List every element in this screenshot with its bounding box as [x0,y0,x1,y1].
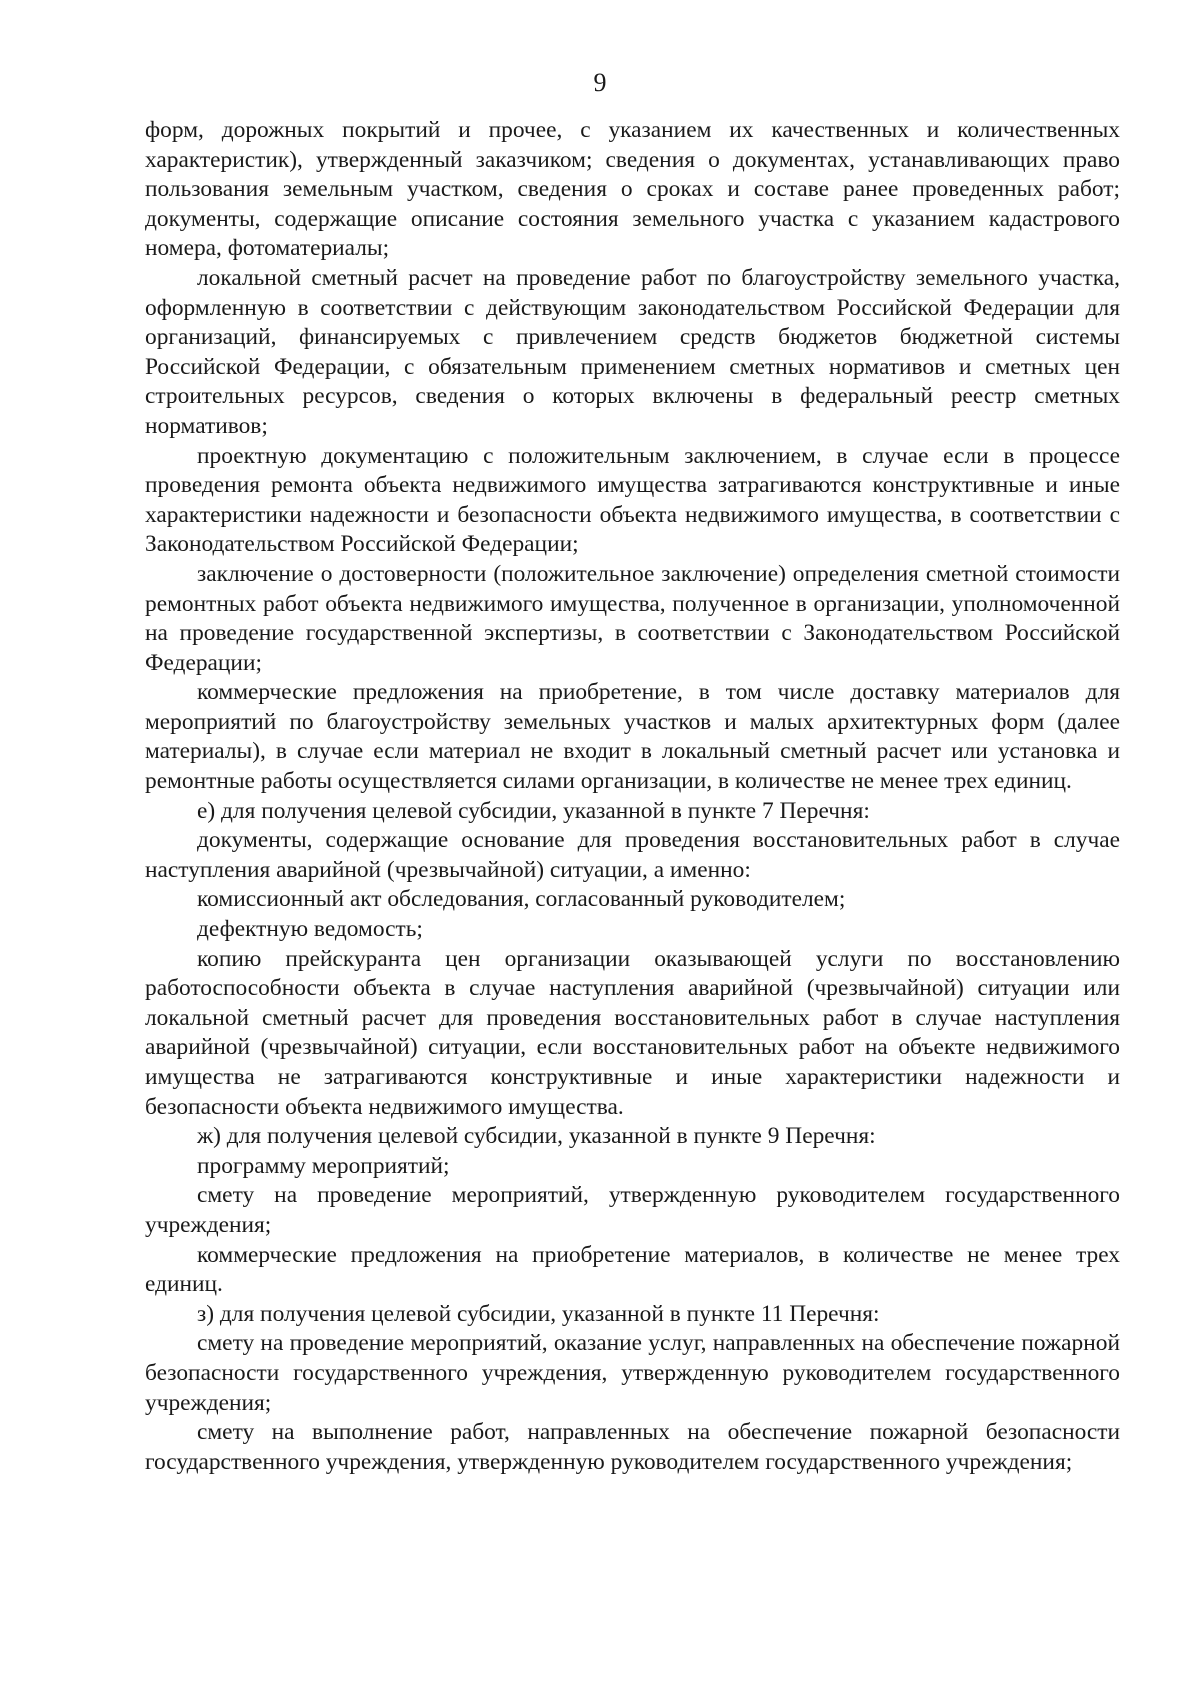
paragraph-fire-safety-works: смету на выполнение работ, направленных на обеспечение пожарной безопасности государственного учреждения, утвержденную руководителем государственного учреждения; [145,1419,1120,1475]
document-body [145,116,1120,1477]
paragraph-events-estimate: смету на проведение мероприятий, утвержденную руководителем государственного учреждения; [145,1182,1120,1238]
paragraph-defect-statement: дефектную ведомость; [197,916,423,943]
paragraph-continuation: форм, дорожных покрытий и прочее, с указанием их качественных и количественных характеристик), утвержденный заказчиком; сведения о документах, устанавливающих право пользования земельным участком, сведения о сроках и составе ранее проведенных работ; документы, содержащие описание состояния земельного участка с указанием кадастрового номера, фотоматериалы; [145,117,1120,262]
paragraph-fire-safety-services: смету на проведение мероприятий, оказание услуг, направленных на обеспечение пожарной безопасности государственного учреждения, утвержденную руководителем государственного учреждения; [145,1330,1120,1416]
paragraph-item-zh: ж) для получения целевой субсидии, указанной в пункте 9 Перечня: [197,1123,876,1150]
paragraph-local-estimate: локальной сметный расчет на проведение работ по благоустройству земельного участка, оформленную в соответствии с действующим законодательством Российской Федерации для организаций, финансируемых с привлечением средств бюджетов бюджетной системы Российской Федерации, с обязательным применением сметных нормативов и сметных цен строительных ресурсов, сведения о которых включены в федеральный реестр сметных нормативов; [145,264,1120,439]
paragraph-program: программу мероприятий; [197,1152,450,1179]
paragraph-item-e: е) для получения целевой субсидии, указанной в пункте 7 Перечня: [197,797,870,824]
paragraph-item-z: з) для получения целевой субсидии, указанной в пункте 11 Перечня: [197,1300,880,1327]
paragraph-price-list: копию прейскуранта цен организации оказывающей услуги по восстановлению работоспособности объекта в случае наступления аварийной (чрезвычайной) ситуации или локальной сметный расчет для проведения восстановительных работ в случае наступления аварийной (чрезвычайной) ситуации, если восстановительных работ на объекте недвижимого имущества не затрагиваются конструктивные и иные характеристики надежности и безопасности объекта недвижимого имущества. [145,945,1120,1120]
paragraph-commercial-offers: коммерческие предложения на приобретение, в том числе доставку материалов для мероприятий по благоустройству земельных участков и малых архитектурных форм (далее материалы), в случае если материал не входит в локальный сметный расчет или установка и ремонтные работы осуществляется силами организации, в количестве не менее трех единиц. [145,679,1120,795]
paragraph-commission-act: комиссионный акт обследования, согласованный руководителем; [197,886,846,913]
page-number: 9 [593,68,607,97]
paragraph-emergency-documents: документы, содержащие основание для проведения восстановительных работ в случае наступления аварийной (чрезвычайной) ситуации, а именно: [145,827,1120,883]
paragraph-reliability-conclusion: заключение о достоверности (положительное заключение) определения сметной стоимости ремонтных работ объекта недвижимого имущества, полученное в организации, уполномоченной на проведение государственной экспертизы, в соответствии с Законодательством Российской Федерации; [145,560,1120,676]
paragraph-materials-offers: коммерческие предложения на приобретение материалов, в количестве не менее трех единиц. [145,1241,1120,1298]
paragraph-project-documentation: проектную документацию с положительным заключением, в случае если в процессе проведения ремонта объекта недвижимого имущества затрагиваются конструктивные и иные характеристики надежности и безопасности объекта недвижимого имущества, в соответствии с Законодательством Российской Федерации; [145,442,1120,558]
